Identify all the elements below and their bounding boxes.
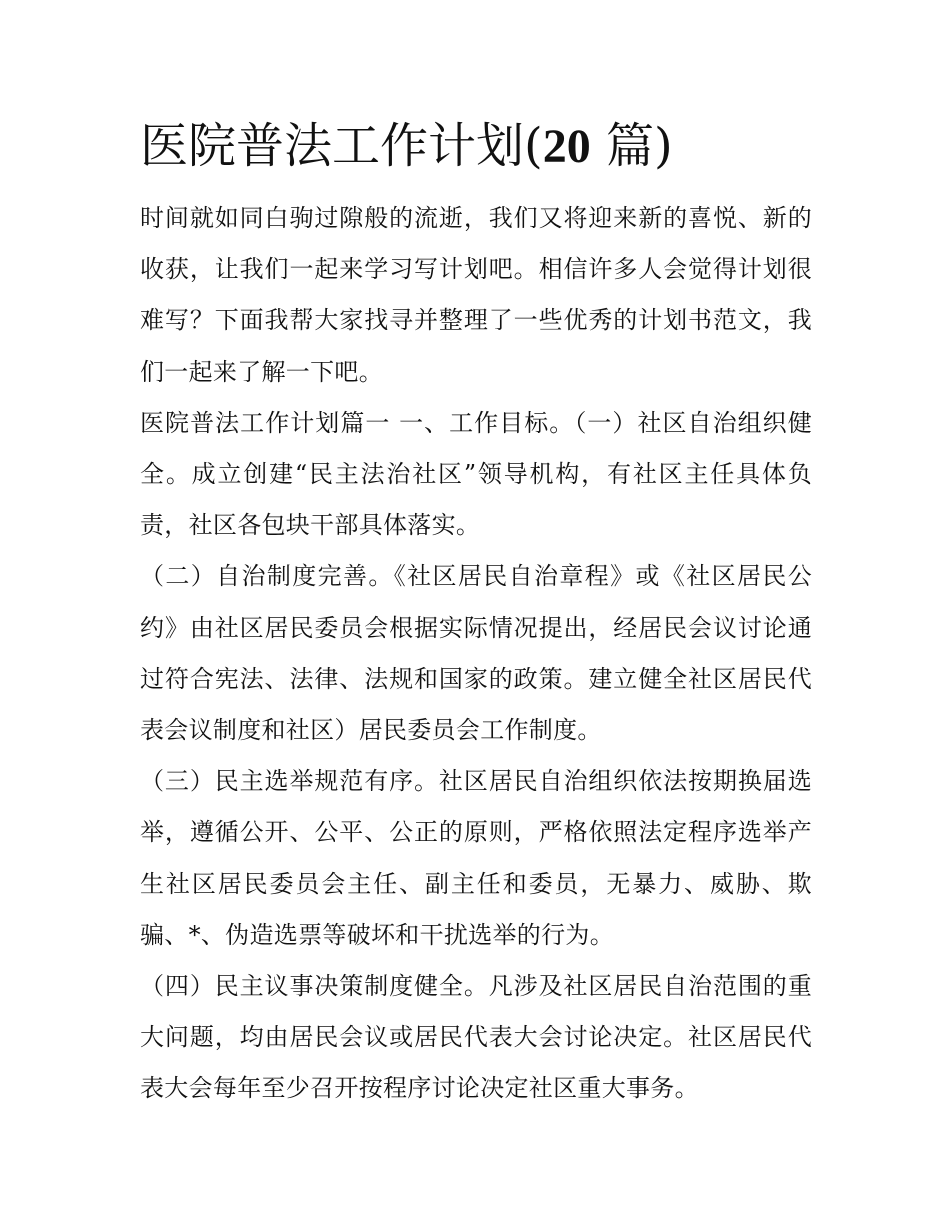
title-text: 医院普法工作计划( (140, 118, 543, 174)
section-four-paragraph: （四）民主议事决策制度健全。凡涉及社区居民自治范围的重大问题，均由居民会议或居民代表大会讨论决定。社区居民代表大会每年至少召开按程序讨论决定社区重大事务。 (140, 972, 812, 1103)
intro-paragraph: 时间就如同白驹过隙般的流逝，我们又将迎来新的喜悦、新的收获，让我们一起来学习写计划吧。相信许多人会觉得计划很难写？下面我帮大家找寻并整理了一些优秀的计划书范文，我们一起来了解一下吧。 (140, 204, 812, 386)
title-count: 20 (542, 120, 591, 173)
section-three-paragraph: （三）民主选举规范有序。社区居民自治组织依法按期换届选举，遵循公开、公平、公正的原则，严格依照法定程序选举产生社区居民委员会主任、副主任和委员，无暴力、威胁、欺骗、*、伪造选票等破坏和干扰选举的行为。 (140, 767, 812, 949)
section-one-paragraph: 医院普法工作计划篇一 一、工作目标。（一）社区自治组织健全。成立创建“民主法治社区”领导机构，有社区主任具体负责，社区各包块干部具体落实。 (140, 408, 812, 540)
document-page (140, 110, 812, 1115)
document-title (140, 110, 812, 183)
title-suffix: 篇) (590, 118, 673, 174)
section-two-paragraph: （二）自治制度完善。《社区居民自治章程》或《社区居民公约》由社区居民委员会根据实际情况提出，经居民会议讨论通过符合宪法、法律、法规和国家的政策。建立健全社区居民代表会议制度和社区）居民委员会工作制度。 (140, 562, 812, 745)
document-body (140, 193, 812, 1115)
